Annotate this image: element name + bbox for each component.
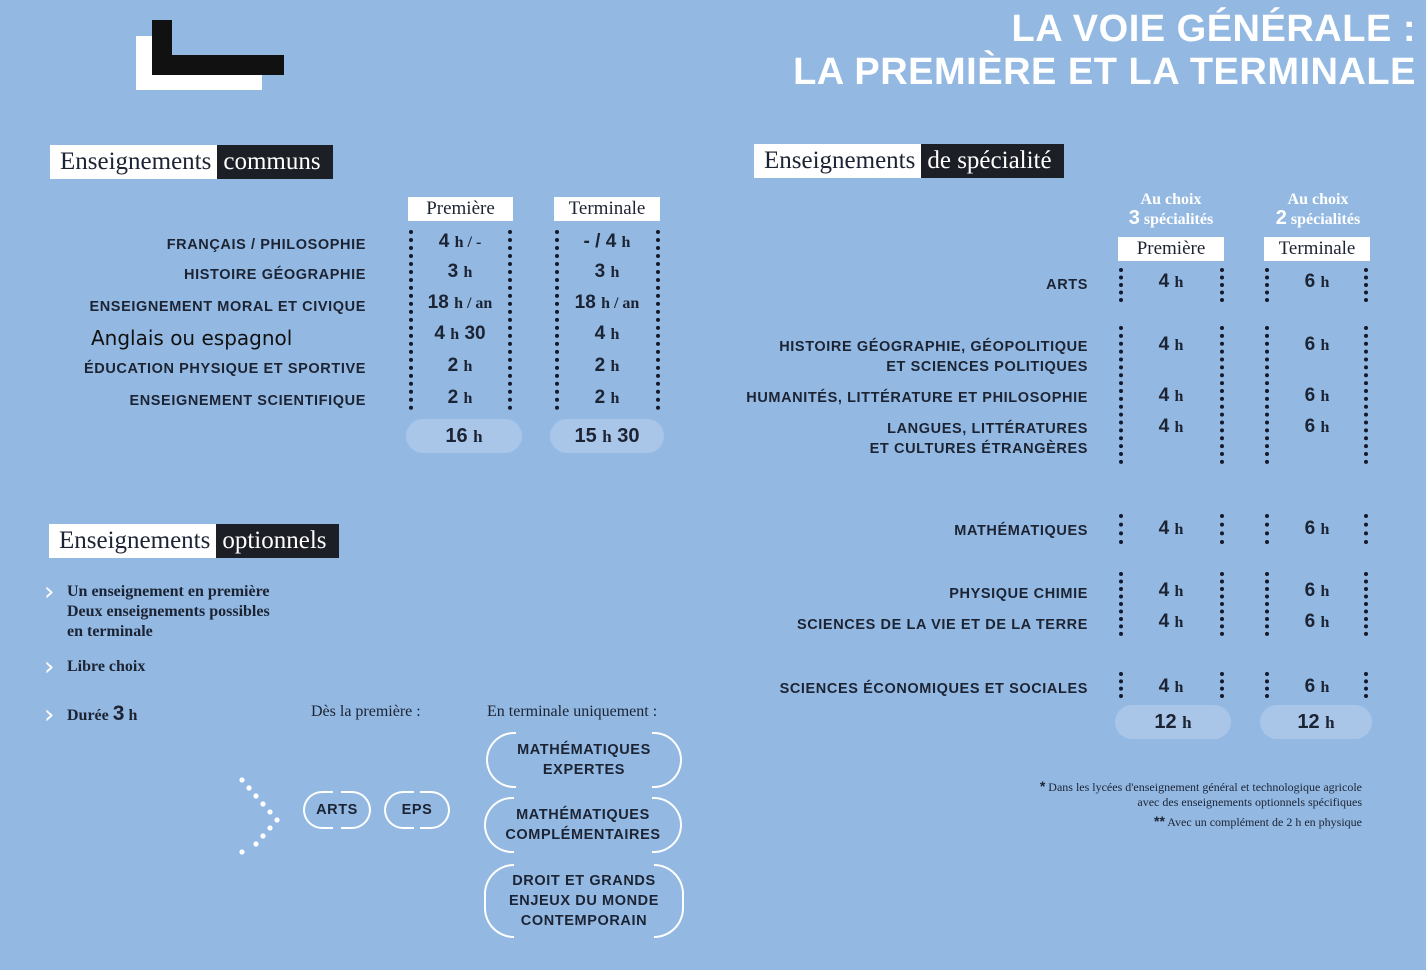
dotted-rule bbox=[1220, 268, 1224, 302]
communs-premiere-value: 18 h / an bbox=[427, 292, 493, 313]
optionnels-bullet-3: Durée 3 h bbox=[67, 702, 138, 725]
dotted-rule bbox=[1119, 514, 1123, 544]
logo-white-base bbox=[136, 74, 262, 90]
optionnels-header-word: Enseignements bbox=[49, 524, 216, 558]
communs-premiere-value: 4 h 30 bbox=[434, 323, 486, 344]
specialite-row-label: PHYSIQUE CHIMIE bbox=[949, 586, 1088, 602]
dotted-rule bbox=[656, 230, 660, 410]
specialite-premiere-value: 4 h bbox=[1158, 518, 1184, 539]
dotted-rule bbox=[1220, 572, 1224, 636]
communs-terminale-value: 3 h bbox=[594, 261, 620, 282]
specialite-terminale-value: 6 h bbox=[1304, 385, 1330, 406]
dotted-rule bbox=[1220, 514, 1224, 544]
des-premiere-label: Dès la première : bbox=[311, 703, 421, 720]
communs-header bbox=[50, 145, 333, 179]
specialite-terminale-value: 6 h bbox=[1304, 518, 1330, 539]
specialite-terminale-value: 6 h bbox=[1304, 611, 1330, 632]
communs-premiere-value: 3 h bbox=[447, 261, 473, 282]
chevron-right-icon: › bbox=[44, 700, 55, 730]
dotted-rule bbox=[1364, 268, 1368, 302]
specialite-terminale-value: 6 h bbox=[1304, 271, 1330, 292]
communs-row-label: ENSEIGNEMENT SCIENTIFIQUE bbox=[129, 393, 366, 409]
specialite-terminale-value: 6 h bbox=[1304, 580, 1330, 601]
option-pill-maths-expertes: MATHÉMATIQUES EXPERTES bbox=[486, 732, 682, 788]
option-pill-droit: DROIT ET GRANDS ENJEUX DU MONDE CONTEMPORAIN bbox=[484, 864, 684, 938]
dotted-rule bbox=[1265, 514, 1269, 544]
specialite-terminale-value: 6 h bbox=[1304, 334, 1330, 355]
communs-row-label-language: Anglais ou espagnol bbox=[91, 326, 293, 350]
specialite-row-label: HISTOIRE GÉOGRAPHIE, GÉOPOLITIQUE ET SCIENCES POLITIQUES bbox=[779, 339, 1088, 375]
footnote-2: ** Avec un complément de 2 h en physique bbox=[1154, 813, 1362, 829]
communs-total-terminale: 15 h 30 bbox=[550, 419, 664, 453]
specialite-choice-terminale: Au choix 2 spécialités bbox=[1275, 191, 1361, 229]
specialite-total-premiere: 12 h bbox=[1115, 705, 1231, 739]
dotted-rule bbox=[1119, 572, 1123, 636]
communs-row-label: ENSEIGNEMENT MORAL ET CIVIQUE bbox=[89, 299, 366, 315]
dotted-rule bbox=[1364, 514, 1368, 544]
dotted-rule bbox=[1364, 326, 1368, 464]
dotted-rule bbox=[1119, 268, 1123, 302]
dotted-rule bbox=[1364, 572, 1368, 636]
specialite-header-kind: de spécialité bbox=[921, 144, 1063, 178]
specialite-row-label: SCIENCES DE LA VIE ET DE LA TERRE bbox=[796, 617, 1088, 633]
specialite-row-label: SCIENCES ÉCONOMIQUES ET SOCIALES bbox=[779, 681, 1088, 697]
dotted-rule bbox=[1220, 326, 1224, 464]
specialite-premiere-value: 4 h bbox=[1158, 416, 1184, 437]
chevron-right-icon: › bbox=[44, 577, 55, 607]
specialite-premiere-value: 4 h bbox=[1158, 334, 1184, 355]
communs-terminale-value: - / 4 h bbox=[583, 231, 631, 252]
communs-terminale-value: 2 h bbox=[594, 355, 620, 376]
communs-header-word: Enseignements bbox=[50, 145, 217, 179]
specialite-header bbox=[754, 144, 1064, 178]
dotted-rule bbox=[409, 230, 413, 410]
communs-terminale-value: 18 h / an bbox=[574, 292, 640, 313]
communs-header-kind: communs bbox=[217, 145, 332, 179]
communs-premiere-value: 2 h bbox=[447, 387, 473, 408]
specialite-premiere-value: 4 h bbox=[1158, 676, 1184, 697]
dotted-chevron-icon bbox=[236, 776, 284, 858]
en-terminale-label: En terminale uniquement : bbox=[487, 703, 658, 720]
communs-row-label: ÉDUCATION PHYSIQUE ET SPORTIVE bbox=[84, 361, 366, 377]
optionnels-bullet-2: Libre choix bbox=[67, 658, 146, 675]
optionnels-bullet-1: Un enseignement en première Deux enseignements possibles en terminale bbox=[67, 583, 270, 640]
specialite-col-premiere: Première bbox=[1118, 237, 1224, 261]
specialite-terminale-value: 6 h bbox=[1304, 416, 1330, 437]
specialite-row-label: HUMANITÉS, LITTÉRATURE ET PHILOSOPHIE bbox=[746, 390, 1088, 406]
optionnels-header bbox=[49, 524, 339, 558]
specialite-premiere-value: 4 h bbox=[1158, 580, 1184, 601]
option-pill-arts: ARTS bbox=[303, 791, 371, 829]
communs-row-label: FRANÇAIS / PHILOSOPHIE bbox=[166, 237, 366, 253]
optionnels-header-kind: optionnels bbox=[216, 524, 338, 558]
specialite-col-terminale: Terminale bbox=[1264, 237, 1370, 261]
communs-row-label: HISTOIRE GÉOGRAPHIE bbox=[184, 267, 366, 283]
dotted-rule bbox=[1265, 326, 1269, 464]
dotted-rule bbox=[555, 230, 559, 410]
logo-black-base bbox=[152, 55, 284, 75]
specialite-terminale-value: 6 h bbox=[1304, 676, 1330, 697]
dotted-rule bbox=[1119, 326, 1123, 464]
dotted-rule bbox=[1265, 672, 1269, 698]
specialite-premiere-value: 4 h bbox=[1158, 611, 1184, 632]
dotted-rule bbox=[1119, 672, 1123, 698]
specialite-row-label: MATHÉMATIQUES bbox=[954, 523, 1088, 539]
communs-premiere-value: 4 h / - bbox=[438, 231, 482, 252]
option-pill-maths-complementaires: MATHÉMATIQUES COMPLÉMENTAIRES bbox=[484, 797, 682, 853]
communs-col-terminale: Terminale bbox=[554, 197, 660, 221]
dotted-rule bbox=[1265, 268, 1269, 302]
chevron-right-icon: › bbox=[44, 652, 55, 682]
communs-premiere-value: 2 h bbox=[447, 355, 473, 376]
dotted-rule bbox=[508, 230, 512, 410]
specialite-premiere-value: 4 h bbox=[1158, 271, 1184, 292]
option-pill-eps: EPS bbox=[384, 791, 450, 829]
communs-terminale-value: 2 h bbox=[594, 387, 620, 408]
title-line-1: LA VOIE GÉNÉRALE : bbox=[1011, 8, 1416, 50]
specialite-total-terminale: 12 h bbox=[1260, 705, 1372, 739]
page-title bbox=[793, 8, 1416, 94]
specialite-row-label: ARTS bbox=[1046, 277, 1088, 293]
specialite-row-label: LANGUES, LITTÉRATURES ET CULTURES ÉTRANGÈRES bbox=[869, 421, 1088, 457]
dotted-rule bbox=[1220, 672, 1224, 698]
specialite-choice-premiere: Au choix 3 spécialités bbox=[1128, 191, 1214, 229]
dotted-rule bbox=[1364, 672, 1368, 698]
title-line-2: LA PREMIÈRE ET LA TERMINALE bbox=[793, 51, 1416, 93]
communs-terminale-value: 4 h bbox=[594, 323, 620, 344]
footnote-1: * Dans les lycées d'enseignement général et technologique agricole avec des enseignements optionnels spécifiques bbox=[1039, 778, 1362, 809]
specialite-premiere-value: 4 h bbox=[1158, 385, 1184, 406]
dotted-rule bbox=[1265, 572, 1269, 636]
communs-col-premiere: Première bbox=[408, 197, 513, 221]
communs-total-premiere: 16 h bbox=[406, 419, 522, 453]
specialite-header-word: Enseignements bbox=[754, 144, 921, 178]
